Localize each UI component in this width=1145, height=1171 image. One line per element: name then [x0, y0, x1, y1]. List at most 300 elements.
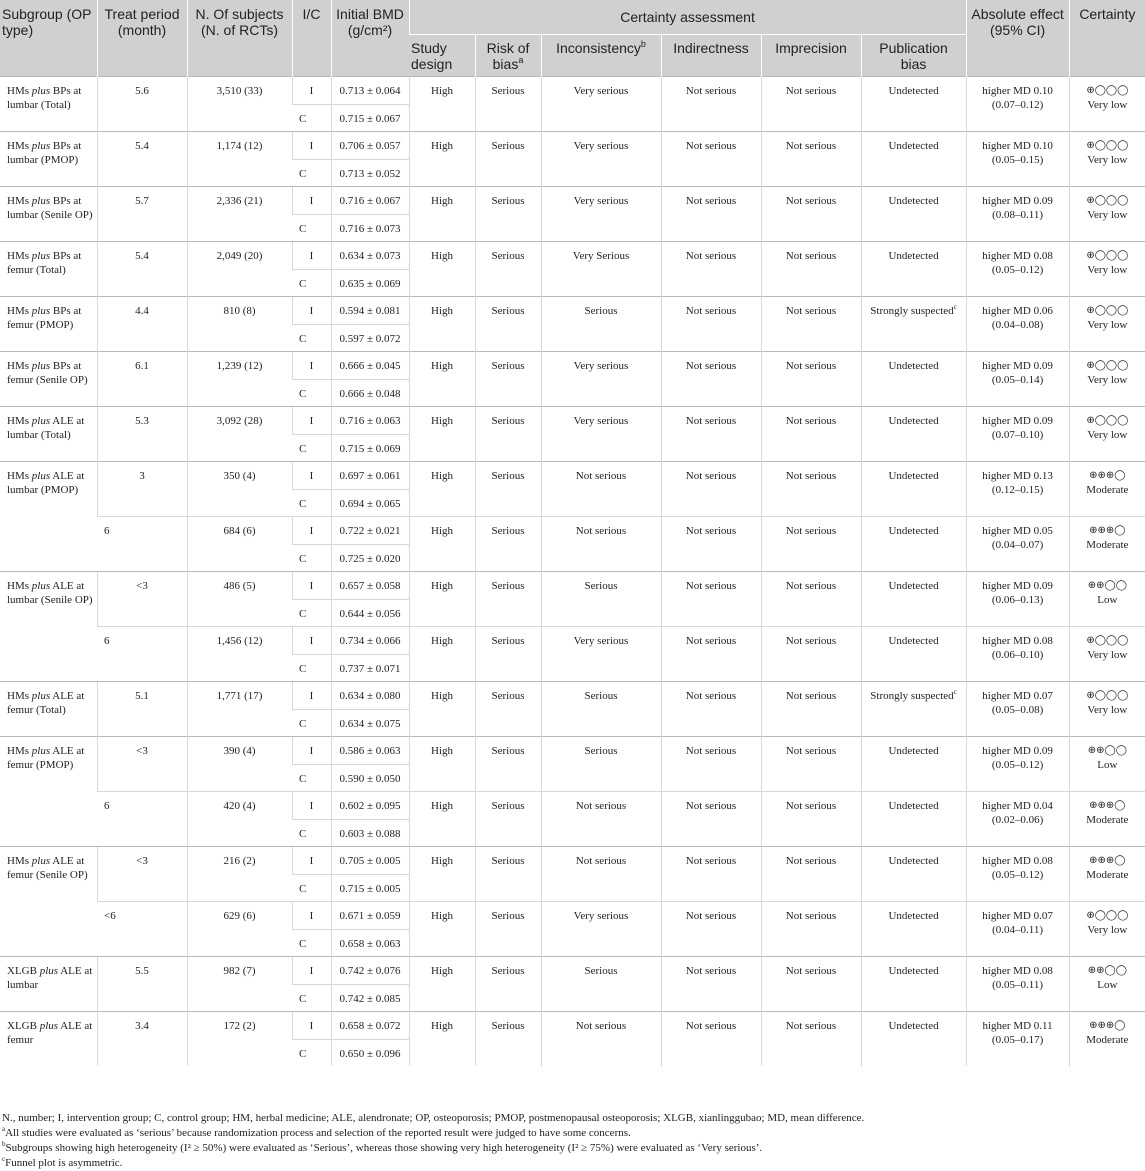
ic-cell: I: [292, 242, 331, 270]
publication-bias-cell: [861, 682, 966, 737]
publication-bias-cell: [861, 297, 966, 352]
publication-bias-cell: [861, 737, 966, 792]
absolute-effect-cell: [966, 902, 1069, 957]
subjects-cell: 216 (2): [187, 847, 292, 902]
study-design-cell: High: [409, 682, 475, 737]
period-cell: 4.4: [97, 297, 187, 352]
certainty-cell: [1069, 132, 1145, 187]
publication-bias-text: Undetected: [888, 800, 939, 812]
table-header: [0, 0, 1145, 77]
publication-bias-text: Strongly suspected: [870, 305, 954, 317]
inconsistency-cell: Not serious: [541, 1012, 661, 1067]
bmd-cell: 0.634 ± 0.073: [331, 242, 409, 270]
period-cell: <3: [97, 737, 187, 792]
bmd-cell: 0.644 ± 0.056: [331, 600, 409, 627]
ic-cell: I: [292, 847, 331, 875]
subjects-cell: 629 (6): [187, 902, 292, 957]
bmd-cell: 0.657 ± 0.058: [331, 572, 409, 600]
certainty-cell: [1069, 572, 1145, 627]
col-certainty: Certainty: [1069, 0, 1145, 77]
risk-of-bias-label: Risk of bias: [486, 40, 530, 72]
publication-bias-text: Undetected: [888, 415, 939, 427]
footnote-text: Funnel plot is asymmetric.: [5, 1157, 123, 1169]
subgroup-cell: [0, 682, 97, 737]
inconsistency-cell: Very serious: [541, 407, 661, 462]
risk-of-bias-cell: Serious: [475, 407, 541, 462]
bmd-cell: 0.725 ± 0.020: [331, 545, 409, 572]
ic-cell: C: [292, 215, 331, 242]
bmd-cell: 0.658 ± 0.072: [331, 1012, 409, 1040]
subgroup-cell: [0, 352, 97, 407]
absolute-effect-cell: [966, 957, 1069, 1012]
footnote-abbreviations: N., number; I, intervention group; C, control group; HM, herbal medicine; ALE, alendronate; OP, osteoporosis; PMOP, postmenopausal osteoporosis; XLGB, xianlinggubao; MD, mean difference.: [2, 1112, 865, 1124]
study-design-cell: High: [409, 242, 475, 297]
inconsistency-cell: Very serious: [541, 352, 661, 407]
bmd-cell: 0.671 ± 0.059: [331, 902, 409, 930]
imprecision-cell: Not serious: [761, 462, 861, 517]
imprecision-cell: Not serious: [761, 847, 861, 902]
table-row: [0, 902, 1145, 930]
effect-ci: (0.07–0.12): [991, 99, 1044, 111]
bmd-cell: 0.590 ± 0.050: [331, 765, 409, 792]
absolute-effect-cell: [966, 792, 1069, 847]
bmd-cell: 0.634 ± 0.075: [331, 710, 409, 737]
imprecision-cell: Not serious: [761, 957, 861, 1012]
certainty-rating-icon: ⊕⊕◯◯: [1087, 745, 1127, 756]
col-absolute-effect: Absolute effect (95% CI): [966, 0, 1069, 77]
ic-cell: C: [292, 325, 331, 352]
certainty-label: Very low: [1087, 649, 1128, 661]
publication-bias-text: Undetected: [888, 745, 939, 757]
publication-bias-text: Undetected: [888, 525, 939, 537]
subgroup-text: BPs at lumbar (PMOP): [7, 140, 82, 166]
certainty-cell: [1069, 682, 1145, 737]
bmd-cell: 0.650 ± 0.096: [331, 1040, 409, 1067]
period-cell: 5.7: [97, 187, 187, 242]
table-row: [0, 572, 1145, 600]
effect-ci: (0.04–0.07): [991, 539, 1044, 551]
table-row: [0, 407, 1145, 435]
table-row: [0, 682, 1145, 710]
subgroup-plus: plus: [31, 580, 51, 592]
publication-bias-text: Undetected: [888, 855, 939, 867]
bmd-cell: 0.705 ± 0.005: [331, 847, 409, 875]
certainty-label: Very low: [1087, 374, 1128, 386]
subgroup-text: HMs: [7, 360, 32, 372]
indirectness-cell: Not serious: [661, 847, 761, 902]
study-design-cell: High: [409, 77, 475, 132]
indirectness-cell: Not serious: [661, 572, 761, 627]
effect-estimate: higher MD 0.11: [982, 1020, 1053, 1032]
subjects-cell: 2,049 (20): [187, 242, 292, 297]
period-cell: 5.6: [97, 77, 187, 132]
subgroup-plus: plus: [31, 745, 51, 757]
ic-cell: C: [292, 820, 331, 847]
subgroup-cell: [0, 187, 97, 242]
absolute-effect-cell: [966, 627, 1069, 682]
bmd-cell: 0.742 ± 0.076: [331, 957, 409, 985]
imprecision-cell: Not serious: [761, 132, 861, 187]
imprecision-cell: Not serious: [761, 737, 861, 792]
ic-cell: C: [292, 1040, 331, 1067]
bmd-cell: 0.586 ± 0.063: [331, 737, 409, 765]
certainty-rating-icon: ⊕◯◯◯: [1086, 250, 1129, 261]
ic-cell: C: [292, 490, 331, 517]
absolute-effect-cell: [966, 132, 1069, 187]
subgroup-text: HMs: [7, 195, 32, 207]
effect-ci: (0.05–0.08): [991, 704, 1044, 716]
col-initial-bmd: Initial BMD (g/cm²): [331, 0, 409, 77]
ic-cell: I: [292, 187, 331, 215]
effect-estimate: higher MD 0.09: [982, 745, 1053, 757]
period-cell: 3: [97, 462, 187, 517]
publication-bias-cell: [861, 792, 966, 847]
effect-ci: (0.05–0.12): [991, 264, 1044, 276]
study-design-cell: High: [409, 902, 475, 957]
effect-estimate: higher MD 0.09: [982, 195, 1053, 207]
effect-ci: (0.12–0.15): [991, 484, 1044, 496]
certainty-rating-icon: ⊕◯◯◯: [1086, 140, 1129, 151]
risk-of-bias-cell: Serious: [475, 132, 541, 187]
ic-cell: I: [292, 407, 331, 435]
ic-cell: I: [292, 297, 331, 325]
publication-bias-cell: [861, 77, 966, 132]
bmd-cell: 0.694 ± 0.065: [331, 490, 409, 517]
certainty-cell: [1069, 187, 1145, 242]
bmd-cell: 0.597 ± 0.072: [331, 325, 409, 352]
table-row: [0, 132, 1145, 160]
subjects-cell: 390 (4): [187, 737, 292, 792]
footnote-marker: c: [2, 1155, 6, 1163]
subgroup-text: HMs: [7, 85, 32, 97]
certainty-label: Very low: [1087, 209, 1128, 221]
effect-ci: (0.05–0.12): [991, 869, 1044, 881]
table-row: [0, 517, 1145, 545]
certainty-label: Very low: [1087, 154, 1128, 166]
indirectness-cell: Not serious: [661, 957, 761, 1012]
certainty-rating-icon: ⊕⊕⊕◯: [1089, 855, 1126, 866]
indirectness-cell: Not serious: [661, 297, 761, 352]
period-cell: 6: [97, 517, 187, 572]
ic-cell: C: [292, 105, 331, 132]
indirectness-cell: Not serious: [661, 352, 761, 407]
certainty-rating-icon: ⊕⊕◯◯: [1087, 965, 1127, 976]
certainty-label: Moderate: [1086, 1034, 1129, 1046]
subgroup-text: HMs: [7, 470, 32, 482]
effect-estimate: higher MD 0.09: [982, 415, 1053, 427]
ic-cell: C: [292, 160, 331, 187]
ic-cell: I: [292, 682, 331, 710]
absolute-effect-cell: [966, 297, 1069, 352]
certainty-rating-icon: ⊕◯◯◯: [1086, 360, 1129, 371]
effect-estimate: higher MD 0.08: [982, 250, 1053, 262]
footnote-marker: b: [2, 1140, 6, 1148]
period-cell: 5.4: [97, 132, 187, 187]
publication-bias-cell: [861, 462, 966, 517]
effect-estimate: higher MD 0.10: [982, 140, 1053, 152]
indirectness-cell: Not serious: [661, 187, 761, 242]
period-cell: 5.4: [97, 242, 187, 297]
ic-cell: I: [292, 572, 331, 600]
subgroup-cell: [0, 1012, 97, 1067]
bmd-cell: 0.737 ± 0.071: [331, 655, 409, 682]
col-treat-period: Treat period (month): [97, 0, 187, 77]
effect-estimate: higher MD 0.13: [982, 470, 1053, 482]
bmd-cell: 0.697 ± 0.061: [331, 462, 409, 490]
absolute-effect-cell: [966, 407, 1069, 462]
indirectness-cell: Not serious: [661, 132, 761, 187]
certainty-rating-icon: ⊕⊕⊕◯: [1089, 525, 1126, 536]
table-footnotes: [2, 1111, 1142, 1171]
subjects-cell: 350 (4): [187, 462, 292, 517]
absolute-effect-cell: [966, 1012, 1069, 1067]
footnote-marker: b: [640, 39, 646, 49]
indirectness-cell: Not serious: [661, 407, 761, 462]
footnote-a: [2, 1126, 1142, 1141]
subgroup-text: ALE at lumbar (PMOP): [7, 470, 85, 496]
study-design-cell: High: [409, 1012, 475, 1067]
certainty-label: Moderate: [1086, 484, 1129, 496]
effect-ci: (0.05–0.12): [991, 759, 1044, 771]
subgroup-text: BPs at femur (Senile OP): [7, 360, 88, 386]
study-design-cell: High: [409, 297, 475, 352]
subgroup-plus: plus: [31, 360, 51, 372]
inconsistency-cell: Serious: [541, 297, 661, 352]
col-study-design: Study design: [409, 35, 475, 77]
ic-cell: I: [292, 957, 331, 985]
certainty-cell: [1069, 957, 1145, 1012]
bmd-cell: 0.594 ± 0.081: [331, 297, 409, 325]
subjects-cell: 420 (4): [187, 792, 292, 847]
publication-bias-text: Undetected: [888, 580, 939, 592]
certainty-rating-icon: ⊕⊕⊕◯: [1089, 800, 1126, 811]
certainty-rating-icon: ⊕◯◯◯: [1086, 690, 1129, 701]
bmd-cell: 0.716 ± 0.063: [331, 407, 409, 435]
subgroup-cell: [0, 737, 97, 847]
certainty-rating-icon: ⊕◯◯◯: [1086, 415, 1129, 426]
absolute-effect-cell: [966, 737, 1069, 792]
col-indirectness: Indirectness: [661, 35, 761, 77]
ic-cell: C: [292, 985, 331, 1012]
footnote-marker: c: [953, 688, 957, 696]
certainty-cell: [1069, 407, 1145, 462]
bmd-cell: 0.634 ± 0.080: [331, 682, 409, 710]
subgroup-text: HMs: [7, 580, 32, 592]
effect-ci: (0.05–0.15): [991, 154, 1044, 166]
effect-estimate: higher MD 0.08: [982, 635, 1053, 647]
bmd-cell: 0.715 ± 0.067: [331, 105, 409, 132]
col-n-subjects: N. Of subjects (N. of RCTs): [187, 0, 292, 77]
subgroup-text: ALE at lumbar: [7, 965, 93, 991]
publication-bias-text: Undetected: [888, 1020, 939, 1032]
certainty-label: Low: [1097, 759, 1118, 771]
footnote-text: All studies were evaluated as ‘serious’ because randomization process and selection of the reported result were judged to have some concerns.: [5, 1127, 631, 1139]
ic-cell: I: [292, 627, 331, 655]
imprecision-cell: Not serious: [761, 572, 861, 627]
publication-bias-cell: [861, 352, 966, 407]
footnote-marker: c: [953, 303, 957, 311]
effect-ci: (0.04–0.08): [991, 319, 1044, 331]
imprecision-cell: Not serious: [761, 792, 861, 847]
certainty-cell: [1069, 462, 1145, 517]
certainty-cell: [1069, 77, 1145, 132]
publication-bias-text: Undetected: [888, 470, 939, 482]
inconsistency-cell: Very serious: [541, 132, 661, 187]
subgroup-cell: [0, 77, 97, 132]
effect-estimate: higher MD 0.07: [982, 690, 1053, 702]
study-design-cell: High: [409, 627, 475, 682]
imprecision-cell: Not serious: [761, 242, 861, 297]
imprecision-cell: Not serious: [761, 297, 861, 352]
imprecision-cell: Not serious: [761, 517, 861, 572]
inconsistency-cell: Not serious: [541, 847, 661, 902]
subjects-cell: 172 (2): [187, 1012, 292, 1067]
col-certainty-assessment: Certainty assessment: [409, 0, 966, 35]
bmd-cell: 0.658 ± 0.063: [331, 930, 409, 957]
certainty-rating-icon: ⊕◯◯◯: [1086, 635, 1129, 646]
certainty-cell: [1069, 297, 1145, 352]
certainty-rating-icon: ⊕◯◯◯: [1086, 85, 1129, 96]
period-cell: <6: [97, 902, 187, 957]
certainty-cell: [1069, 517, 1145, 572]
effect-ci: (0.05–0.17): [991, 1034, 1044, 1046]
publication-bias-cell: [861, 132, 966, 187]
bmd-cell: 0.722 ± 0.021: [331, 517, 409, 545]
risk-of-bias-cell: Serious: [475, 187, 541, 242]
certainty-rating-icon: ⊕◯◯◯: [1086, 195, 1129, 206]
subgroup-plus: plus: [31, 85, 51, 97]
subjects-cell: 982 (7): [187, 957, 292, 1012]
indirectness-cell: Not serious: [661, 77, 761, 132]
certainty-label: Low: [1097, 594, 1118, 606]
subgroup-cell: [0, 132, 97, 187]
certainty-cell: [1069, 792, 1145, 847]
subgroup-cell: [0, 297, 97, 352]
subjects-cell: 1,174 (12): [187, 132, 292, 187]
ic-cell: I: [292, 792, 331, 820]
bmd-cell: 0.716 ± 0.073: [331, 215, 409, 242]
subjects-cell: 1,771 (17): [187, 682, 292, 737]
table-row: [0, 187, 1145, 215]
ic-cell: I: [292, 517, 331, 545]
subgroup-plus: plus: [39, 965, 59, 977]
subgroup-plus: plus: [31, 250, 51, 262]
indirectness-cell: Not serious: [661, 242, 761, 297]
ic-cell: I: [292, 737, 331, 765]
table-row: [0, 352, 1145, 380]
subgroup-plus: plus: [31, 690, 51, 702]
bmd-cell: 0.715 ± 0.005: [331, 875, 409, 902]
absolute-effect-cell: [966, 242, 1069, 297]
absolute-effect-cell: [966, 462, 1069, 517]
col-ic: I/C: [292, 0, 331, 77]
publication-bias-text: Undetected: [888, 195, 939, 207]
certainty-label: Moderate: [1086, 814, 1129, 826]
imprecision-cell: Not serious: [761, 187, 861, 242]
inconsistency-cell: Serious: [541, 682, 661, 737]
subgroup-plus: plus: [39, 1020, 59, 1032]
publication-bias-text: Strongly suspected: [870, 690, 954, 702]
publication-bias-cell: [861, 1012, 966, 1067]
inconsistency-label: Inconsistency: [556, 40, 641, 56]
subgroup-text: ALE at lumbar (Senile OP): [7, 580, 93, 606]
table-row: [0, 737, 1145, 765]
subgroup-text: XLGB: [7, 965, 40, 977]
subjects-cell: 684 (6): [187, 517, 292, 572]
absolute-effect-cell: [966, 572, 1069, 627]
study-design-cell: High: [409, 187, 475, 242]
absolute-effect-cell: [966, 187, 1069, 242]
ic-cell: C: [292, 545, 331, 572]
bmd-cell: 0.706 ± 0.057: [331, 132, 409, 160]
risk-of-bias-cell: Serious: [475, 462, 541, 517]
subgroup-text: BPs at lumbar (Senile OP): [7, 195, 93, 221]
indirectness-cell: Not serious: [661, 1012, 761, 1067]
subgroup-cell: [0, 847, 97, 957]
absolute-effect-cell: [966, 77, 1069, 132]
certainty-rating-icon: ⊕⊕◯◯: [1087, 580, 1127, 591]
subgroup-text: ALE at lumbar (Total): [7, 415, 85, 441]
inconsistency-cell: Very serious: [541, 77, 661, 132]
subjects-cell: 486 (5): [187, 572, 292, 627]
col-subgroup: Subgroup (OP type): [0, 0, 97, 77]
effect-estimate: higher MD 0.09: [982, 360, 1053, 372]
certainty-label: Very low: [1087, 99, 1128, 111]
ic-cell: I: [292, 352, 331, 380]
inconsistency-cell: Not serious: [541, 792, 661, 847]
absolute-effect-cell: [966, 847, 1069, 902]
publication-bias-cell: [861, 572, 966, 627]
certainty-label: Moderate: [1086, 869, 1129, 881]
risk-of-bias-cell: Serious: [475, 737, 541, 792]
bmd-cell: 0.713 ± 0.052: [331, 160, 409, 187]
subgroup-text: HMs: [7, 690, 32, 702]
risk-of-bias-cell: Serious: [475, 1012, 541, 1067]
publication-bias-text: Undetected: [888, 250, 939, 262]
risk-of-bias-cell: Serious: [475, 572, 541, 627]
subgroup-text: HMs: [7, 140, 32, 152]
table-row: [0, 847, 1145, 875]
inconsistency-cell: Very Serious: [541, 242, 661, 297]
bmd-cell: 0.603 ± 0.088: [331, 820, 409, 847]
risk-of-bias-cell: Serious: [475, 352, 541, 407]
effect-ci: (0.06–0.10): [991, 649, 1044, 661]
imprecision-cell: Not serious: [761, 77, 861, 132]
study-design-cell: High: [409, 407, 475, 462]
imprecision-cell: Not serious: [761, 682, 861, 737]
publication-bias-cell: [861, 187, 966, 242]
publication-bias-text: Undetected: [888, 910, 939, 922]
subgroup-text: HMs: [7, 415, 32, 427]
subjects-cell: 3,092 (28): [187, 407, 292, 462]
certainty-cell: [1069, 242, 1145, 297]
period-cell: 6.1: [97, 352, 187, 407]
ic-cell: C: [292, 655, 331, 682]
period-cell: 3.4: [97, 1012, 187, 1067]
risk-of-bias-cell: Serious: [475, 77, 541, 132]
certainty-rating-icon: ⊕⊕⊕◯: [1089, 470, 1126, 481]
footnote-b: [2, 1141, 1142, 1156]
subgroup-text: BPs at femur (PMOP): [7, 305, 82, 331]
subgroup-plus: plus: [31, 470, 51, 482]
subgroup-text: BPs at femur (Total): [7, 250, 82, 276]
inconsistency-cell: Serious: [541, 737, 661, 792]
subjects-cell: 1,456 (12): [187, 627, 292, 682]
effect-estimate: higher MD 0.08: [982, 855, 1053, 867]
ic-cell: C: [292, 765, 331, 792]
certainty-cell: [1069, 627, 1145, 682]
subjects-cell: 810 (8): [187, 297, 292, 352]
